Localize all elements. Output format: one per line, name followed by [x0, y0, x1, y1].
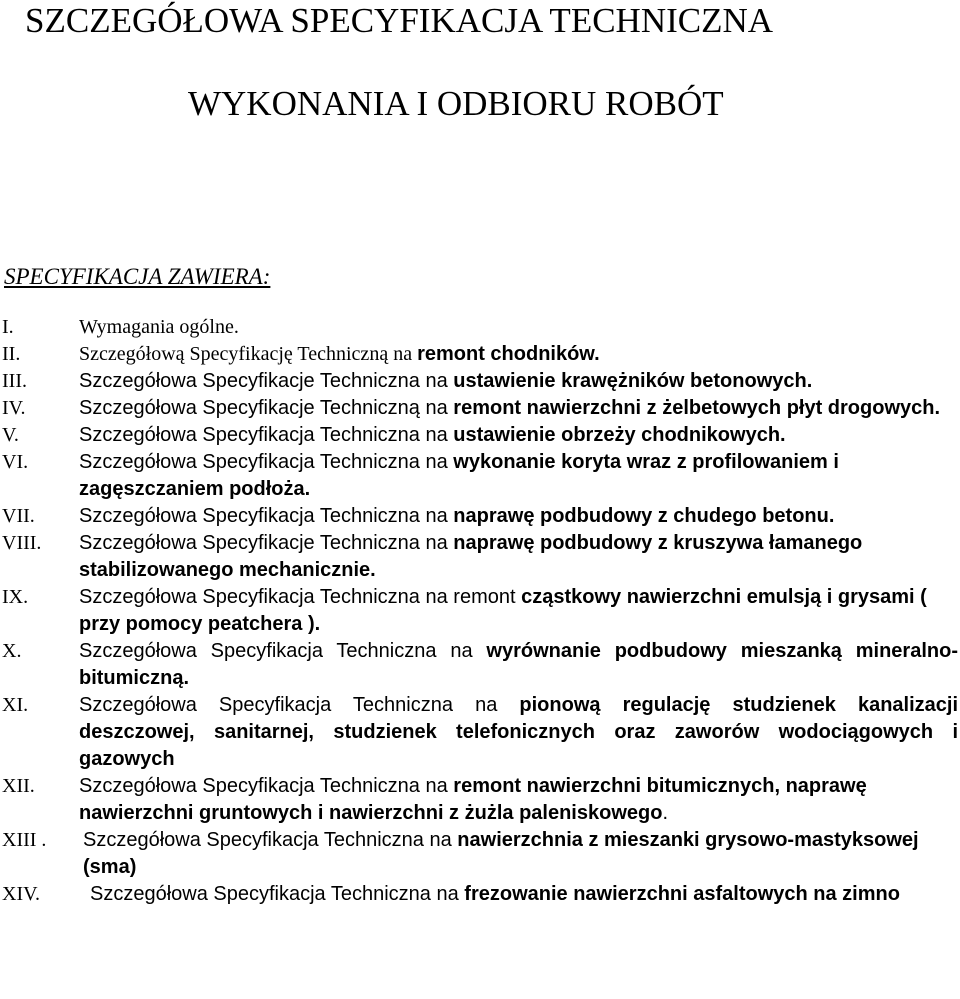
item-text: Szczegółowa Specyfikacja Techniczna na	[79, 424, 454, 446]
item-number: XII.	[2, 775, 35, 797]
list-item	[0, 692, 958, 773]
item-text: Szczegółowa Specyfikacja Techniczna na	[83, 829, 458, 851]
item-number: IX.	[2, 586, 29, 608]
list-item	[0, 881, 958, 908]
item-number: III.	[2, 370, 27, 392]
contents-list	[0, 314, 958, 908]
item-text: Szczegółowa Specyfikacja Techniczna na	[90, 883, 465, 905]
item-subject: ustawienie obrzeży chodnikowych.	[453, 424, 786, 446]
item-subject: naprawę podbudowy z kruszywa łamanego stabilizowanego mechanicznie.	[79, 532, 863, 581]
item-subject: nawierzchnia z mieszanki grysowo-mastyksowej (sma)	[83, 829, 919, 878]
list-item	[0, 503, 958, 530]
section-heading: SPECYFIKACJA ZAWIERA:	[4, 264, 271, 289]
item-subject: cząstkowy nawierzchni emulsją i grysami ( przy pomocy peatchera ).	[79, 586, 927, 635]
list-item	[0, 422, 958, 449]
item-tail: .	[662, 802, 668, 824]
item-text: Szczegółowa Specyfikacje Techniczna na	[79, 370, 454, 392]
item-subject: wykonanie koryta wraz z profilowaniem i zagęszczaniem podłoża.	[79, 451, 839, 500]
list-item	[0, 449, 958, 503]
item-number: V.	[2, 424, 19, 446]
list-item	[0, 827, 958, 881]
item-text: Wymagania ogólne.	[79, 316, 239, 338]
item-subject: naprawę podbudowy z chudego betonu.	[453, 505, 835, 527]
list-item	[0, 638, 958, 692]
document-title-line2: WYKONANIA I ODBIORU ROBÓT	[188, 84, 724, 123]
list-item	[0, 395, 958, 422]
item-subject: ustawienie krawężników betonowych.	[453, 370, 813, 392]
list-item	[0, 341, 958, 368]
list-item	[0, 773, 958, 827]
item-number: I.	[2, 316, 14, 338]
item-text: Szczegółowa Specyfikacja Techniczna na	[79, 640, 487, 662]
item-subject: wyrównanie podbudowy mieszanką mineralno-bitumiczną.	[79, 640, 958, 689]
item-subject: remont chodników.	[417, 343, 600, 365]
list-item	[0, 584, 958, 638]
list-item	[0, 530, 958, 584]
item-text: Szczegółowa Specyfikacja Techniczna na	[79, 451, 454, 473]
item-text: Szczegółowa Specyfikacje Techniczną na	[79, 397, 454, 419]
item-subject: remont nawierzchni z żelbetowych płyt drogowych.	[453, 397, 941, 419]
item-number: IV.	[2, 397, 26, 419]
item-number: II.	[2, 343, 21, 365]
item-text: Szczegółowa Specyfikacja Techniczna na	[79, 694, 520, 716]
item-subject: pionową regulację studzienek kanalizacji deszczowej, sanitarnej, studzienek telefonicznych oraz zaworów wodociągowych i gazowych	[79, 694, 959, 770]
item-text: Szczegółowa Specyfikacje Techniczna na	[79, 532, 454, 554]
list-item	[0, 314, 958, 341]
document-title-line1: SZCZEGÓŁOWA SPECYFIKACJA TECHNICZNA	[25, 1, 774, 40]
item-text: Szczegółową Specyfikację Techniczną na	[79, 343, 418, 365]
item-subject: remont nawierzchni bitumicznych, naprawę nawierzchni gruntowych i nawierzchni z żużla paleniskowego	[79, 775, 867, 824]
item-subject: frezowanie nawierzchni asfaltowych na zimno	[464, 883, 900, 905]
item-text: Szczegółowa Specyfikacja Techniczna na remont	[79, 586, 522, 608]
item-number: VIII.	[2, 532, 42, 554]
item-number: XI.	[2, 694, 29, 716]
item-number: VI.	[2, 451, 29, 473]
item-number: XIV.	[2, 883, 40, 905]
item-number: VII.	[2, 505, 35, 527]
item-text: Szczegółowa Specyfikacja Techniczna na	[79, 775, 454, 797]
list-item	[0, 368, 958, 395]
item-number: X.	[2, 640, 22, 662]
item-text: Szczegółowa Specyfikacja Techniczna na	[79, 505, 454, 527]
item-number: XIII .	[2, 829, 47, 851]
